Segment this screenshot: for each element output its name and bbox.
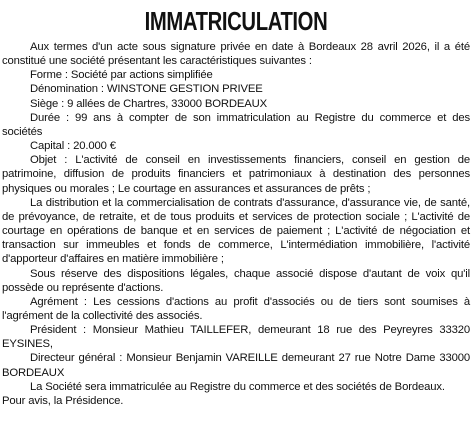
- siege-line: Siège : 9 allées de Chartres, 33000 BORDEAUX: [30, 97, 268, 110]
- forme-line: Forme : Société par actions simplifiée: [30, 69, 213, 82]
- voting-paragraph: Sous réserve des dispositions légales, chaque associé dispose d'autant de voix qu'il possède ou représente d'actions.: [2, 267, 470, 294]
- objet-paragraph: Objet : L'activité de conseil en investissements financiers, conseil en gestion de patrimoine, diffusion de produits financiers et patrimoniaux à destination des personnes physiques ou morales ; Le courtage en assurances et assurances de prêts ;: [2, 154, 470, 195]
- notice-body: [2, 40, 470, 408]
- agrement-paragraph: Agrément : Les cessions d'actions au profit d'associés ou de tiers sont soumises à l'agrément de la collectivité des associés.: [2, 295, 470, 322]
- duree-line: Durée : 99 ans à compter de son immatriculation au Registre du commerce et des sociétés: [2, 111, 470, 138]
- signature-line: Pour avis, la Présidence.: [2, 394, 124, 407]
- notice-title: IMMATRICULATION: [144, 6, 328, 36]
- distribution-paragraph: La distribution et la commercialisation de contrats d'assurance, d'assurance vie, de santé, de prévoyance, de retraite, et de tous produits et services de protection sociale ; L'activité de courtage en opérations de banque et en services de paiement ; L'activité de négociation et transaction sur immeubles et fonds de commerce, L'intermédiation immobilière, l'activité d'apporteur d'affaires en matière immobilière ;: [2, 196, 470, 266]
- president-paragraph: Président : Monsieur Mathieu TAILLEFER, demeurant 18 rue des Peyreyres 33320 EYSINES,: [2, 324, 470, 351]
- denomination-line: Dénomination : WINSTONE GESTION PRIVEE: [30, 83, 263, 96]
- capital-line: Capital : 20.000 €: [30, 140, 116, 153]
- legal-notice: [2, 4, 470, 408]
- registration-paragraph: La Société sera immatriculée au Registre du commerce et des sociétés de Bordeaux.: [30, 380, 445, 393]
- directeur-paragraph: Directeur général : Monsieur Benjamin VAREILLE demeurant 27 rue Notre Dame 33000 BORDEAUX: [2, 352, 470, 379]
- intro-paragraph: Aux termes d'un acte sous signature privée en date à Bordeaux 28 avril 2026, il a été constitué une société présentant les caractéristiques suivantes :: [2, 41, 470, 68]
